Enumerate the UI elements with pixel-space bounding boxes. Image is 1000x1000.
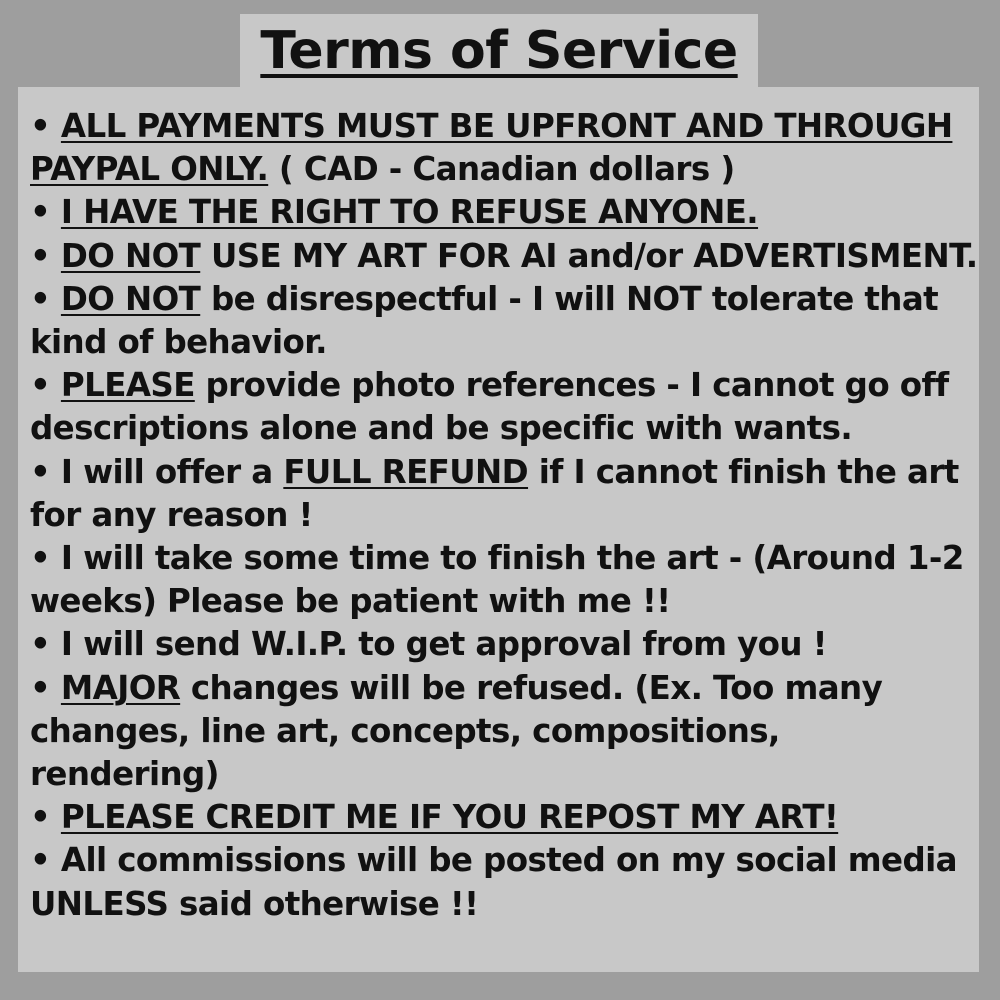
bullet: •: [30, 539, 51, 578]
term-text: I will take some time to finish the art - (Around 1-2 weeks) Please be patient with me !!: [30, 539, 964, 621]
term-emphasis: PLEASE: [60, 366, 195, 405]
page-title: Terms of Service: [260, 21, 738, 81]
bullet: •: [30, 236, 51, 275]
term-emphasis: ALL PAYMENTS MUST BE UPFRONT AND THROUGH PAYPAL ONLY.: [30, 107, 953, 189]
term-text: USE MY ART FOR AI and/or ADVERTISMENT.: [200, 236, 978, 275]
bullet: •: [30, 193, 51, 232]
term-emphasis: DO NOT: [60, 279, 201, 318]
term-text: be disrespectful - I will NOT tolerate that kind of behavior.: [30, 279, 939, 362]
term-item-references: [30, 364, 979, 450]
bullet: •: [30, 841, 51, 880]
term-text: All commissions will be posted on my social media UNLESS said otherwise !!: [30, 841, 957, 923]
bullet: •: [30, 279, 51, 318]
term-item-credit: [30, 796, 979, 839]
term-item-major-changes: [30, 667, 979, 797]
term-text: ( CAD - Canadian dollars ): [268, 150, 735, 189]
term-item-social-media: [30, 839, 979, 925]
term-item-timeline: [30, 537, 979, 623]
bullet: •: [30, 798, 51, 837]
bullet: •: [30, 625, 51, 664]
term-item-refuse-right: [30, 191, 979, 234]
term-text: I will send W.I.P. to get approval from you !: [60, 625, 827, 664]
term-item-respect: [30, 278, 979, 364]
term-item-refund: [30, 451, 979, 537]
terms-panel: [18, 87, 979, 972]
bullet: •: [30, 107, 51, 145]
term-text: provide photo references - I cannot go off descriptions alone and be specific with wants.: [30, 366, 949, 448]
term-text: changes will be refused. (Ex. Too many changes, line art, concepts, compositions, rendering): [30, 668, 883, 794]
term-emphasis: MAJOR: [60, 668, 181, 707]
bullet: •: [30, 366, 51, 405]
term-item-no-ai: [30, 235, 979, 278]
term-emphasis: PLEASE CREDIT ME IF YOU REPOST MY ART!: [60, 798, 839, 837]
term-emphasis: DO NOT: [60, 236, 201, 275]
term-text: if I cannot finish the art for any reason !: [30, 452, 959, 534]
title-box: [240, 14, 758, 88]
terms-list: [30, 105, 979, 926]
term-item-wip: [30, 623, 979, 666]
term-emphasis: I HAVE THE RIGHT TO REFUSE ANYONE.: [60, 193, 759, 232]
term-item-payment: [30, 105, 979, 191]
term-emphasis: FULL REFUND: [283, 452, 529, 491]
term-text-pre: I will offer a: [50, 452, 284, 491]
bullet: •: [30, 452, 51, 491]
bullet: •: [30, 668, 51, 707]
